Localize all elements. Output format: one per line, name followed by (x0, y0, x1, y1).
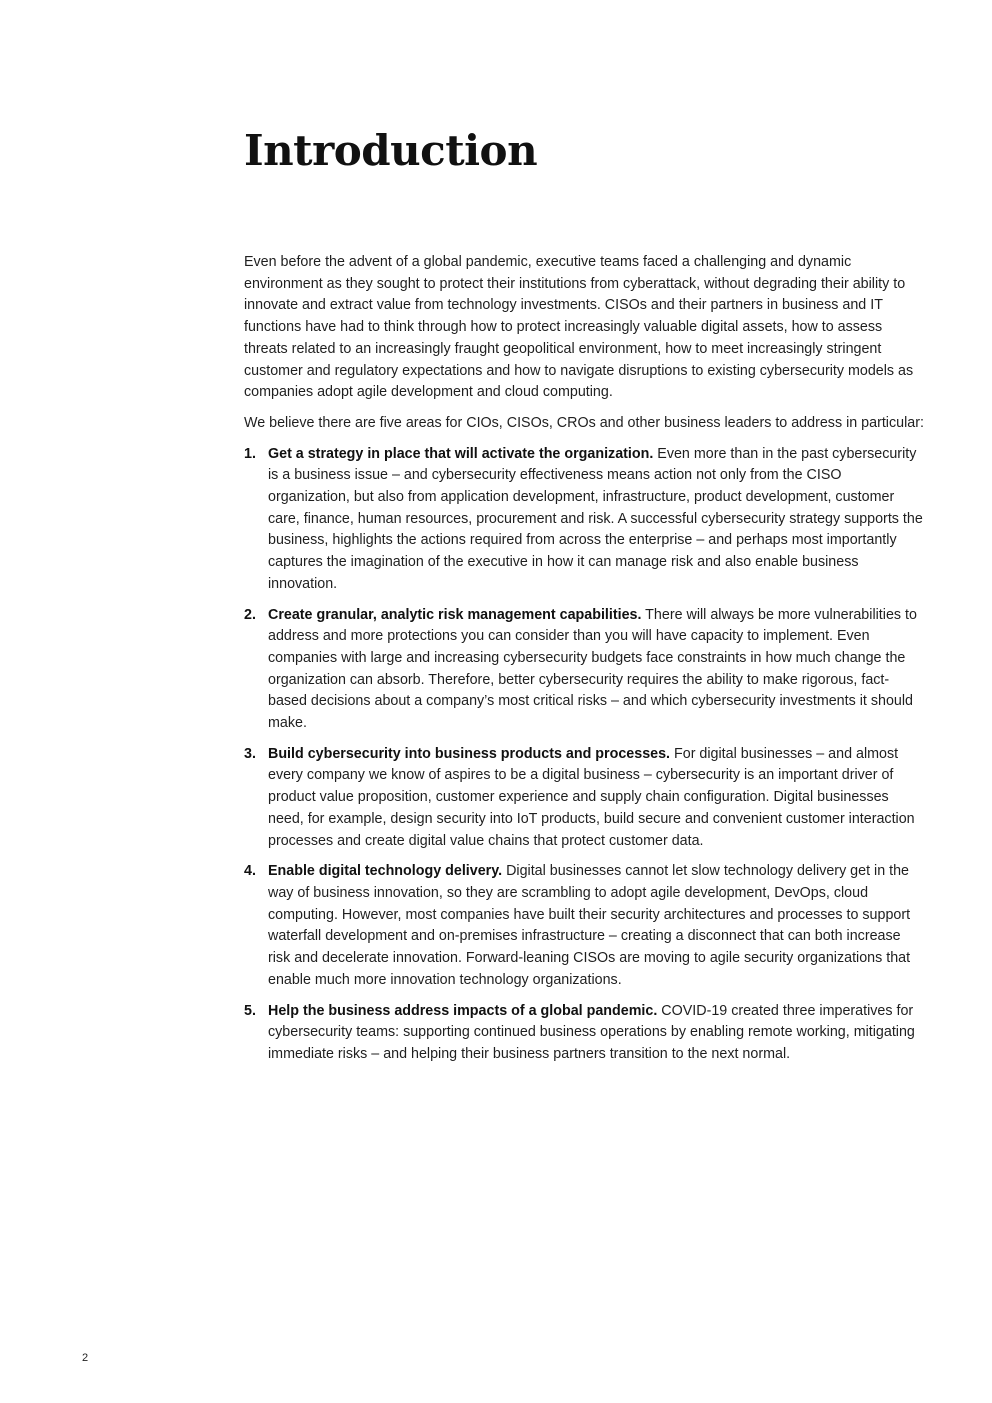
list-item-text: For digital businesses – and almost every company we know of aspires to be a digital business – cybersecurity is an important driver of product value proposition, customer experience and supply chain configuration. Digital businesses need, for example, design security into IoT products, build secure and convenient customer interaction processes and create digital value chains that protect customer data. (268, 745, 915, 849)
list-item-lead: Build cybersecurity into business products and processes. (268, 745, 671, 762)
list-item-lead: Enable digital technology delivery. (268, 863, 503, 880)
list-item-number: 5. (244, 1002, 256, 1019)
intro-paragraph: Even before the advent of a global pandemic, executive teams faced a challenging and dynamic environment as they sought to protect their institutions from cyberattack, without degrading their ability to innovate and extract value from technology investments. CISOs and their partners in business and IT functions have had to think through how to protect increasingly valuable digital assets, how to assess threats related to an increasingly fraught geopolitical environment, how to meet increasingly stringent customer and regulatory expectations and how to navigate disruptions to existing cybersecurity models as companies adopt agile development and cloud computing. (244, 254, 914, 401)
areas-intro-paragraph: We believe there are five areas for CIOs, CISOs, CROs and other business leaders to address in particular: (244, 414, 924, 431)
body-content (244, 252, 926, 1075)
list-item-number: 3. (244, 745, 256, 762)
list-item-lead: Get a strategy in place that will activate the organization. (268, 445, 654, 462)
list-item-text: There will always be more vulnerabilities to address and more protections you can consider than you will have capacity to implement. Even companies with large and increasing cybersecurity budgets face constraints in how much change the organization can absorb. Therefore, better cybersecurity requires the ability to make rigorous, fact-based decisions about a company’s most critical risks – and which cybersecurity investments it should make. (268, 606, 917, 732)
page-number: 2 (82, 1352, 89, 1364)
list-item-lead: Help the business address impacts of a global pandemic. (268, 1002, 658, 1019)
list-item (244, 861, 926, 991)
list-item-number: 4. (244, 863, 256, 880)
list-item-lead: Create granular, analytic risk management capabilities. (268, 606, 642, 623)
list-item (244, 1001, 926, 1066)
list-item (244, 744, 926, 853)
list-item-number: 2. (244, 606, 256, 623)
page-title: Introduction (244, 126, 538, 175)
list-item (244, 444, 926, 596)
focus-areas-list (244, 444, 926, 1066)
list-item-text: Even more than in the past cybersecurity is a business issue – and cybersecurity effectiveness means action not only from the CISO organization, but also from application development, infrastructure, product development, customer care, finance, human resources, procurement and risk. A successful cybersecurity strategy supports the business, highlights the actions required from across the enterprise – and perhaps most importantly captures the imagination of the executive in how it can manage risk and also enable business innovation. (268, 445, 923, 592)
list-item-text: COVID-19 created three imperatives for cybersecurity teams: supporting continued business operations by enabling remote working, mitigating immediate risks – and helping their business partners transition to the next normal. (268, 1002, 915, 1062)
list-item (244, 605, 926, 735)
list-item-text: Digital businesses cannot let slow technology delivery get in the way of business innovation, so they are scrambling to adopt agile development, DevOps, cloud computing. However, most companies have built their security architectures and processes to support waterfall development and on-premises infrastructure – creating a disconnect that can both increase risk and decelerate innovation. Forward-leaning CISOs are moving to agile security organizations that enable much more innovation technology organizations. (268, 863, 911, 988)
list-item-number: 1. (244, 445, 256, 462)
